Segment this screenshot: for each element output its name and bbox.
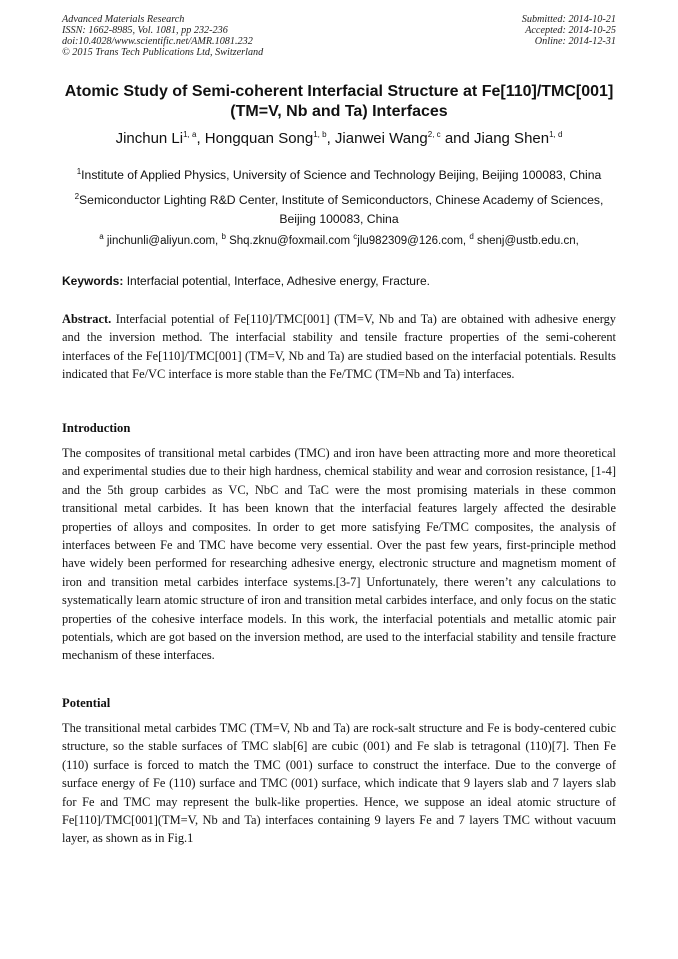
section-heading-potential: Potential [62, 696, 111, 710]
email-list [62, 233, 616, 250]
author-sup: 1, a [183, 130, 197, 139]
section-heading-introduction: Introduction [62, 421, 131, 435]
email-sup: a [99, 232, 104, 242]
affiliation-2 [62, 191, 616, 229]
author-name: Jinchun Li [115, 130, 184, 147]
abstract-label: Abstract. [62, 312, 112, 326]
author-name: Jianwei Wang [334, 130, 428, 147]
introduction-text: The composites of transitional metal carbides (TMC) and iron have been attracting more and more theoretical and experimental studies due to their high hardness, chemical stability and wear and corrosion resistance, [1-4] and the 5th group carbides as VC, NbC and TaC were the most promising materials in these common transitional metal carbides. It has been known that the interfacial features largely affected the desirable properties of alloys and composites. In order to get more satisfying Fe/TMC composites, the analysis of interfaces between Fe and TMC have become very essential. Over the past few years, first-principle method have widely been performed for researching adhesive energy, electronic structure and magnetism moment of iron and transition metal carbides interface systems.[3-7] Unfortunately, there weren’t any calculations to systematically learn atomic structure of iron and transition metal carbides interface, and only focus on the static properties of the cohesive interface models. In this work, the interfacial potentials and metallic atomic pair potentials, which are got based on the inversion method, are used to the interfacial stability and tensile fracture mechanism of these interfaces. [62, 446, 616, 663]
affiliation-1 [62, 166, 616, 185]
author-sep: , [196, 130, 205, 147]
journal-header [62, 14, 263, 58]
author-list [40, 129, 638, 149]
email-link[interactable]: jinchunli@aliyun.com, [106, 235, 222, 247]
journal-name: Advanced Materials Research [62, 14, 185, 25]
email-link[interactable]: jlu982309@126.com, [357, 235, 470, 247]
keywords-text: Interfacial potential, Interface, Adhesive energy, Fracture. [126, 274, 430, 288]
abstract [62, 310, 616, 384]
author-sup: 1, b [313, 130, 327, 139]
email-sup: d [469, 232, 474, 242]
affiliation-sup: 2 [74, 191, 80, 201]
author-sep: and [440, 130, 475, 147]
author-name: Jiang Shen [474, 130, 550, 147]
abstract-text: Interfacial potential of Fe[110]/TMC[001] (TM=V, Nb and Ta) are obtained with adhesive energy and the inversion method. The interfacial stability and tensile fracture properties of the semi-coherent interfaces of the Fe[110]/TMC[001] (TM=V, Nb and Ta) are studied based on the interfacial potentials. Results indicated that Fe/VC interface is more stable than the Fe/TMC (TM=Nb and Ta) interfaces. [62, 312, 616, 382]
affiliation-sup: 1 [76, 166, 82, 176]
email-sup: c [353, 232, 358, 242]
email-link[interactable]: Shq.zknu@foxmail.com [229, 235, 354, 247]
potential-text: The transitional metal carbides TMC (TM=V, Nb and Ta) are rock-salt structure and Fe is body-centered cubic structure, so the stable surfaces of TMC slab[6] are cubic (001) and Fe slab is tetragonal (110)[7]. Then Fe (110) surface is forced to match the TMC (001) surface to construct the interface. Due to the converge of surface energy of Fe (110) surface and TMC (001) surface, which indicate that 9 layers slab and 7 layers slab for Fe and TMC may represent the bulk-like properties. Hence, we suppose an ideal atomic structure of Fe[110]/TMC[001](TM=V, Nb and Ta) interfaces containing 9 layers Fe and 7 layers TMC without vacuum layer, as shown as in Fig.1 [62, 721, 616, 846]
copyright: © 2015 Trans Tech Publications Ltd, Switzerland [62, 47, 264, 58]
email-sup: b [221, 232, 226, 242]
accepted-date: Accepted: 2014-10-25 [525, 25, 616, 36]
title-line-1: Atomic Study of Semi-coherent Interfacial Structure at Fe[110]/TMC[001] [64, 83, 614, 100]
author-sup: 2, c [427, 130, 441, 139]
author-name: Hongquan Song [204, 130, 314, 147]
online-date: Online: 2014-12-31 [534, 36, 616, 47]
journal-doi[interactable]: doi:10.4028/www.scientific.net/AMR.1081.232 [62, 36, 253, 47]
author-sup: 1, d [549, 130, 563, 139]
paper-title [40, 82, 638, 122]
affiliation-text: Semiconductor Lighting R&D Center, Institute of Semiconductors, Chinese Academy of Sciences, Beijing 100083, China [79, 193, 604, 226]
keywords-label: Keywords: [62, 274, 124, 288]
email-link[interactable]: shenj@ustb.edu.cn, [476, 235, 579, 247]
submitted-date: Submitted: 2014-10-21 [521, 14, 616, 25]
title-line-2: (TM=V, Nb and Ta) Interfaces [230, 103, 448, 120]
dates-header [522, 14, 616, 47]
keywords [62, 272, 616, 290]
affiliation-text: Institute of Applied Physics, University of Science and Technology Beijing, Beijing 100083, China [81, 168, 602, 182]
journal-issn: ISSN: 1662-8985, Vol. 1081, pp 232-236 [62, 25, 228, 36]
author-sep: , [326, 130, 335, 147]
